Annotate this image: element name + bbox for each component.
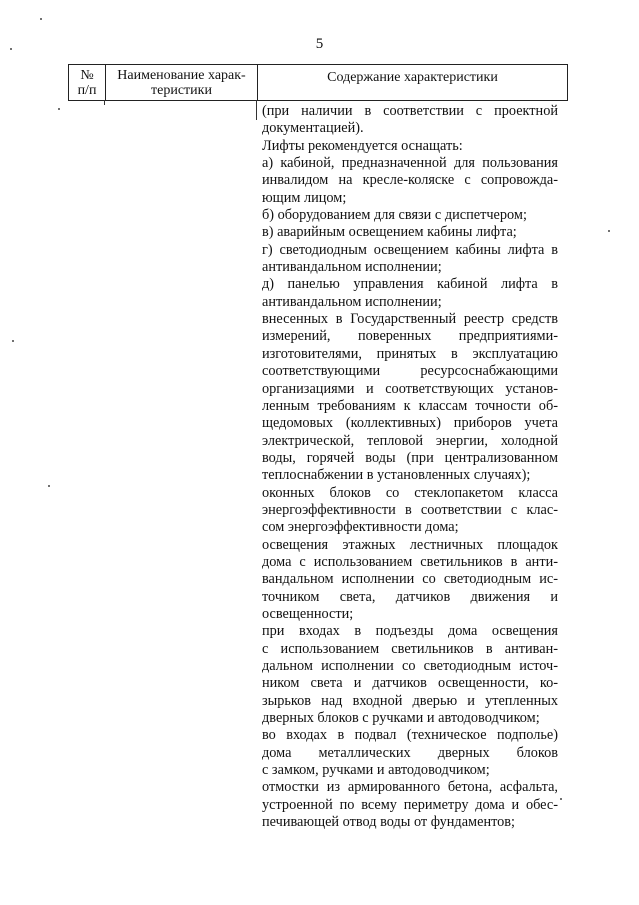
content-line: соответствующими ресурсоснабжающими: [262, 363, 558, 380]
scan-speck: [608, 230, 610, 232]
scan-speck: [58, 108, 60, 110]
content-line: дальном исполнении со светодиодным источ-: [262, 658, 558, 674]
header-name-column: [106, 65, 258, 100]
header-number-column: [69, 65, 106, 100]
content-line: ником света и датчиков освещенности, ко-: [262, 675, 558, 692]
content-line: точником света, датчиков движения и: [262, 588, 558, 605]
content-line: с использованием светильников в антиван-: [262, 640, 558, 657]
content-line: ленным требованиям к классам точности об-: [262, 397, 558, 414]
scan-speck: [48, 485, 50, 487]
content-line: воды, горячей воды (при централизованном: [262, 449, 558, 466]
page-number: 5: [315, 36, 324, 52]
content-line: дверных блоков с ручками и автодоводчиком;: [262, 710, 540, 727]
column-divider-left: [104, 100, 105, 105]
content-line: электрической, тепловой энергии, холодной: [262, 432, 558, 449]
header-number-line-1: №: [80, 68, 94, 83]
scan-speck: [560, 798, 562, 800]
content-line: (при наличии в соответствии с проектной: [262, 103, 558, 119]
scan-speck: [40, 18, 42, 20]
content-line: инвалидом на кресле-коляске с сопровожда-: [262, 172, 558, 189]
content-line: устроенной по всему периметру дома и обес-: [262, 796, 558, 813]
header-content-column: [258, 65, 567, 100]
content-line: освещенности;: [262, 605, 354, 622]
content-line: сом энергоэффективности дома;: [262, 519, 459, 536]
content-line: документацией).: [262, 120, 364, 137]
scan-speck: [10, 48, 12, 50]
content-line: внесенных в Государственный реестр средств: [262, 311, 558, 328]
header-number-line-2: п/п: [77, 83, 97, 98]
content-line: при входах в подъезды дома освещения: [262, 623, 558, 640]
table-header: [68, 64, 568, 101]
content-line: зырьков над входной дверью и утепленных: [262, 692, 558, 709]
content-line: изготовителями, принятых в эксплуатацию: [262, 345, 558, 362]
content-line: антивандальном исполнении;: [262, 259, 442, 276]
content-line: оконных блоков со стеклопакетом класса: [262, 484, 558, 501]
characteristic-content: [262, 103, 558, 831]
content-line: дома с использованием светильников в анти-: [262, 553, 558, 570]
scan-speck: [12, 340, 14, 342]
content-line: во входах в подвал (техническое подполье): [262, 727, 558, 744]
content-line: измерений, поверенных предприятиями-: [262, 328, 558, 345]
content-line: теплоснабжении в установленных случаях);: [262, 467, 531, 484]
content-line: отмостки из армированного бетона, асфальта,: [262, 779, 558, 796]
header-content-label: Содержание характеристики: [327, 70, 498, 85]
content-line: ющим лицом;: [262, 189, 347, 206]
content-line: энергоэффективности в соответствии с клас-: [262, 501, 558, 518]
content-line: организациями и соответствующих установ-: [262, 380, 558, 397]
content-line: б) оборудованием для связи с диспетчером;: [262, 207, 527, 224]
header-name-line-2: теристики: [151, 83, 212, 98]
content-line: печивающей отвод воды от фундаментов;: [262, 814, 516, 831]
content-line: д) панелью управления кабиной лифта в: [262, 276, 558, 293]
content-line: Лифты рекомендуется оснащать:: [262, 137, 463, 154]
content-line: щедомовых (коллективных) приборов учета: [262, 415, 558, 432]
header-name-line-1: Наименование харак-: [117, 68, 246, 83]
content-line: освещения этажных лестничных площадок: [262, 536, 558, 553]
column-divider-right: [256, 100, 257, 120]
content-line: а) кабиной, предназначенной для пользования: [262, 155, 558, 172]
content-line: в) аварийным освещением кабины лифта;: [262, 224, 517, 241]
content-line: с замком, ручками и автодоводчиком;: [262, 762, 490, 779]
content-line: г) светодиодным освещением кабины лифта в: [262, 241, 558, 258]
content-line: вандальном исполнении со светодиодным ис-: [262, 571, 558, 588]
content-line: дома металлических дверных блоков: [262, 744, 558, 761]
content-line: антивандальном исполнении;: [262, 293, 442, 310]
